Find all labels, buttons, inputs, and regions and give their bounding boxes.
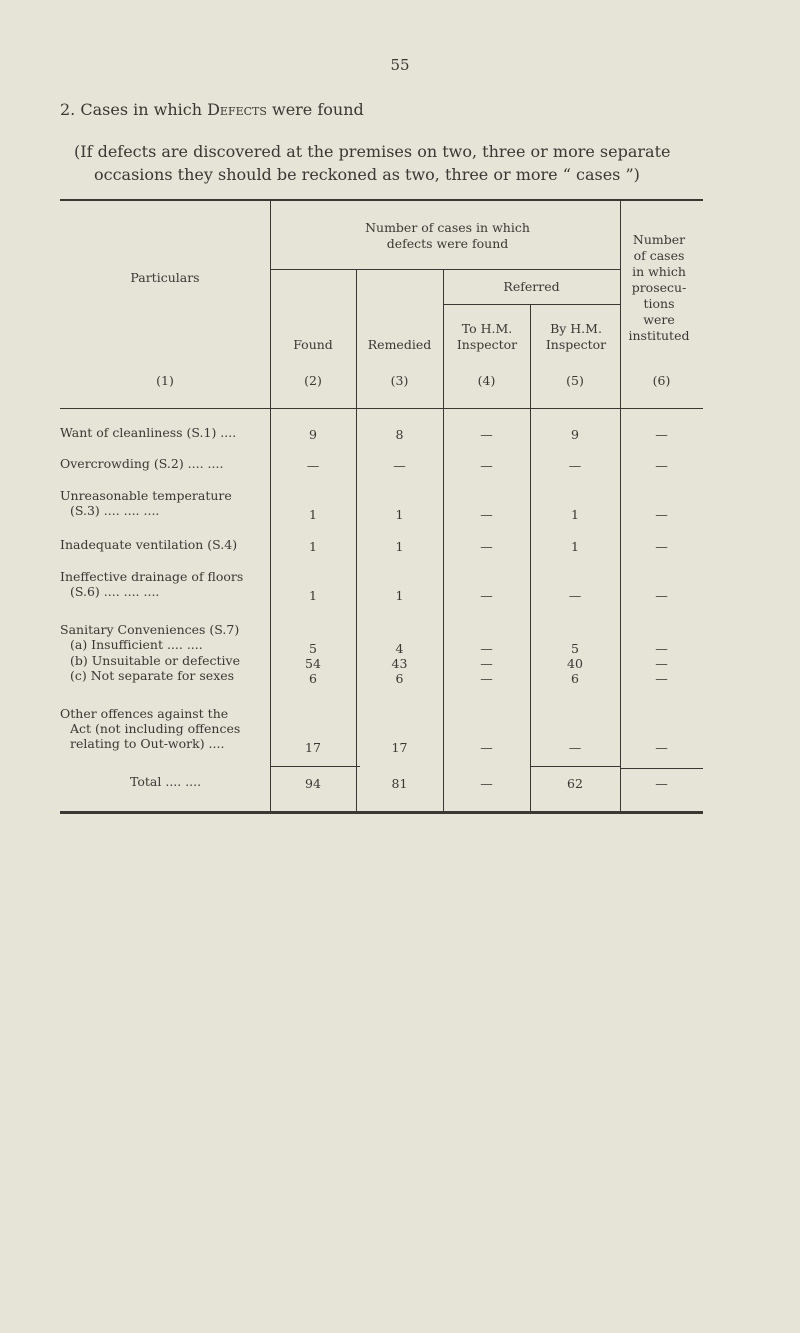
page-number: 55 — [390, 56, 410, 74]
total-rule — [530, 766, 620, 767]
section-note — [74, 140, 714, 186]
total-rule — [270, 766, 360, 767]
table-cell: 4 — [395, 641, 404, 656]
row-label-cont: (S.3) .... .... .... — [70, 503, 160, 518]
referred-header-rule — [443, 304, 620, 305]
table-cell: — — [655, 588, 668, 603]
total-label: Total .... .... — [130, 774, 202, 789]
table-cell: 6 — [309, 671, 317, 686]
header-prosecutions: Number of cases in which prosecu- tions were instituted — [628, 232, 690, 343]
table-cell: 5 — [309, 641, 317, 656]
table-cell: 1 — [309, 588, 317, 603]
col-number: (6) — [652, 373, 671, 388]
table-cell: 43 — [391, 656, 408, 671]
table-cell: 1 — [395, 588, 404, 603]
heading-defects: Defects — [207, 100, 267, 119]
table-cell: 8 — [395, 427, 404, 442]
group-header-rule — [270, 269, 620, 270]
table-cell: — — [480, 539, 493, 554]
header-found: Found — [293, 337, 333, 352]
table-cell: — — [480, 641, 493, 656]
row-label-cont: Act (not including offences — [70, 721, 241, 736]
row-label-cont: (S.6) .... .... .... — [70, 584, 160, 599]
table-cell: 17 — [305, 740, 321, 755]
table-cell: 17 — [391, 740, 408, 755]
row-label: Sanitary Conveniences (S.7) — [60, 622, 240, 637]
table-cell: 5 — [571, 641, 579, 656]
table-cell: — — [480, 740, 493, 755]
header-remedied: Remedied — [367, 337, 432, 352]
table-cell: 1 — [395, 507, 404, 522]
col-number: (1) — [156, 373, 174, 388]
table-cell: 1 — [571, 539, 579, 554]
row-label: Unreasonable temperature — [60, 488, 232, 503]
table-cell: — — [655, 427, 668, 442]
table-cell: 1 — [309, 507, 317, 522]
row-label: Other offences against the — [60, 706, 229, 721]
table-cell: — — [655, 740, 668, 755]
row-label: Overcrowding (S.2) .... .... — [60, 456, 224, 471]
heading-prefix: 2. Cases in which — [60, 100, 208, 119]
table-cell: — — [655, 507, 668, 522]
table-cell: — — [480, 427, 493, 442]
table-cell: — — [568, 458, 582, 473]
col-divider — [530, 305, 531, 408]
note-line-2: occasions they should be reckoned as two, three or more “ cases ”) — [94, 165, 640, 184]
table-cell: — — [655, 641, 668, 656]
col-number: (4) — [477, 373, 496, 388]
table-bottom-rule — [60, 811, 703, 814]
table-cell: — — [480, 671, 493, 686]
table-cell: — — [480, 458, 493, 473]
table-cell: 1 — [571, 507, 579, 522]
table-cell: 40 — [567, 656, 583, 671]
total-rule — [620, 768, 703, 769]
header-group: Number of cases in which defects were found — [365, 220, 530, 251]
table-cell: — — [480, 588, 493, 603]
total-cell: 62 — [567, 776, 583, 791]
table-cell: — — [568, 740, 582, 755]
header-referred: Referred — [503, 279, 560, 294]
table-cell: 6 — [571, 671, 579, 686]
note-line-1: (If defects are discovered at the premises on two, three or more separate — [74, 142, 671, 161]
row-label: Ineffective drainage of floors — [60, 569, 244, 584]
total-cell: — — [655, 776, 668, 791]
row-label: Want of cleanliness (S.1) .... — [60, 425, 237, 440]
row-label-cont: relating to Out-work) .... — [70, 736, 225, 751]
total-cell: 81 — [391, 776, 408, 791]
header-particulars: Particulars — [130, 270, 200, 285]
row-label: (a) Insufficient .... .... — [70, 637, 203, 652]
table-top-rule — [60, 199, 703, 201]
table-cell: 6 — [395, 671, 404, 686]
col-number: (5) — [566, 373, 584, 388]
table-cell: — — [655, 656, 668, 671]
table-cell: — — [655, 671, 668, 686]
heading-suffix: were found — [266, 100, 364, 119]
table-cell: 9 — [571, 427, 579, 442]
row-label: (c) Not separate for sexes — [70, 668, 235, 683]
table-cell: 54 — [305, 656, 321, 671]
table-cell: — — [568, 588, 582, 603]
section-heading — [60, 100, 364, 119]
header-by-hm-inspector: By H.M. Inspector — [545, 321, 607, 352]
col-number: (3) — [390, 373, 409, 388]
total-cell: — — [480, 776, 493, 791]
table-cell: — — [393, 458, 406, 473]
col-number: (2) — [304, 373, 322, 388]
header-bottom-rule — [60, 408, 703, 409]
table-cell: — — [655, 458, 668, 473]
table-cell: 1 — [309, 539, 317, 554]
table-cell: 1 — [395, 539, 404, 554]
total-cell: 94 — [305, 776, 321, 791]
table-cell: — — [655, 539, 668, 554]
row-label: (b) Unsuitable or defective — [70, 653, 241, 668]
table-cell: — — [480, 507, 493, 522]
table-cell: — — [306, 458, 320, 473]
header-to-hm-inspector: To H.M. Inspector — [456, 321, 518, 352]
table-cell: — — [480, 656, 493, 671]
row-label: Inadequate ventilation (S.4) — [60, 537, 238, 552]
table-cell: 9 — [309, 427, 317, 442]
